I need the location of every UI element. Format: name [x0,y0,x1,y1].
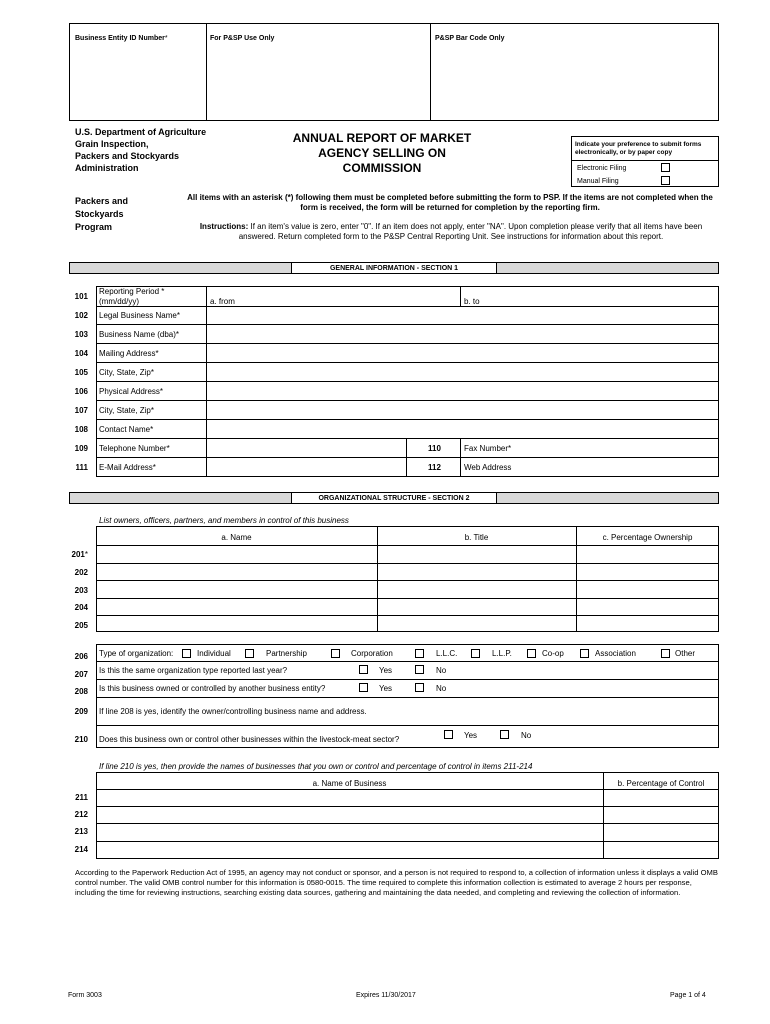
city-state-zip-2-label: City, State, Zip* [99,406,154,415]
partnership-checkbox[interactable] [245,649,254,658]
q210-no-checkbox[interactable] [500,730,509,739]
coop-checkbox[interactable] [527,649,536,658]
email-label: E-Mail Address* [99,463,156,472]
electronic-filing-label: Electronic Filing [577,165,627,172]
line-106: 106 [74,387,88,396]
line-207: 207 [74,670,88,679]
q207-yes-checkbox[interactable] [359,665,368,674]
llc-checkbox[interactable] [415,649,424,658]
expiration-date: Expires 11/30/2017 [356,992,416,999]
note-210: If line 210 is yes, then provide the names of businesses that you own or control and percentage of control in items 211-214 [99,762,533,771]
page-title: ANNUAL REPORT OF MARKET AGENCY SELLING ON COMMISSION [292,131,472,175]
section2-header-bar [69,492,719,504]
entity-id-label: Business Entity ID Number* [75,35,168,42]
coop-label: Co-op [542,649,564,658]
line-201: 201* [71,550,88,559]
program-block: Packers and Stockyards Program [75,196,129,232]
association-checkbox[interactable] [580,649,589,658]
llp-checkbox[interactable] [471,649,480,658]
instructions-text: Instructions: If an item's value is zero, enter "0". If an item does not apply, enter "NA". Upon completion please verify that all items have been answered. Return completed form to the P&SP Central Reporting Unit. See instructions for information about this report. [199,222,703,241]
line-211: 211 [75,793,88,802]
line-111: 111 [75,463,88,472]
col-business-name: a. Name of Business [312,779,387,788]
asterisk-notice: All items with an asterisk (*) following them must be completed before submitting the form to PSP. If the items are not completed when the form is received, the form will be returned for completion by the reporting firm. [187,193,713,212]
electronic-filing-checkbox[interactable] [661,163,670,172]
owners-note: List owners, officers, partners, and members in control of this business [99,516,349,525]
q208-no-label: No [436,684,447,693]
line-102: 102 [74,311,88,320]
line-209: 209 [74,707,88,716]
line-204: 204 [74,603,88,612]
line-212: 212 [74,810,88,819]
q210-yes-checkbox[interactable] [444,730,453,739]
line-101: 101 [74,292,88,301]
org-type-block [96,644,719,748]
llc-label: L.L.C. [436,649,458,658]
agency-block: U.S. Department of Agriculture Grain Inspection, Packers and Stockyards Administration [75,127,207,173]
psp-use-label: For P&SP Use Only [210,35,275,42]
web-label: Web Address [464,463,512,472]
q207-yes-label: Yes [379,666,393,675]
mailing-address-label: Mailing Address* [99,349,159,358]
q208-yes-checkbox[interactable] [359,683,368,692]
line-210: 210 [74,735,88,744]
city-state-zip-label: City, State, Zip* [99,368,154,377]
fax-label: Fax Number* [464,444,512,453]
q210-label: Does this business own or control other businesses within the livestock-meat sector? [99,735,400,744]
physical-address-label: Physical Address* [99,387,164,396]
q207-label: Is this the same organization type reported last year? [99,666,288,675]
to-label: b. to [464,297,480,306]
dba-label: Business Name (dba)* [99,330,180,339]
other-label: Other [675,649,696,658]
individual-label: Individual [197,649,231,658]
section1-header: GENERAL INFORMATION - SECTION 1 [291,263,497,273]
col-percentage: c. Percentage Ownership [602,533,693,542]
llp-label: L.L.P. [492,649,512,658]
q210-yes-label: Yes [464,731,478,740]
bar-code-label: P&SP Bar Code Only [435,35,505,42]
manual-filing-label: Manual Filing [577,178,619,185]
col-control-pct: b. Percentage of Control [617,779,705,788]
other-checkbox[interactable] [661,649,670,658]
contact-name-label: Contact Name* [99,425,154,434]
manual-filing-checkbox[interactable] [661,176,670,185]
line-112: 112 [428,463,441,472]
line-206: 206 [74,652,88,661]
individual-checkbox[interactable] [182,649,191,658]
q207-no-checkbox[interactable] [415,665,424,674]
q208-yes-label: Yes [379,684,393,693]
org-type-label: Type of organization: [99,649,174,658]
partnership-label: Partnership [266,649,307,658]
q208-no-checkbox[interactable] [415,683,424,692]
line-110: 110 [428,444,441,453]
paperwork-notice: According to the Paperwork Reduction Act of 1995, an agency may not conduct or sponsor, and a person is not required to respond to, a collection of information unless it displays a valid OMB control number. The valid OMB control number for this information is 0580-0015. The time required to complete this information collection is estimated to average 2 hours per response, including the time for reviewing instructions, searching existing data sources, gathering and maintaining the data needed, and completing and reviewing the collection of information. [75,868,718,897]
line-202: 202 [74,568,88,577]
line-208: 208 [74,687,88,696]
form-number: Form 3003 [68,992,102,999]
legal-name-label: Legal Business Name* [99,311,180,320]
reporting-period-label: Reporting Period * (mm/dd/yy) [99,287,165,306]
line-203: 203 [74,586,88,595]
filing-header: Indicate your preference to submit forms electronically, or by paper copy [575,141,702,156]
line-103: 103 [74,330,88,339]
line-107: 107 [74,406,88,415]
q207-no-label: No [436,666,447,675]
section2-header: ORGANIZATIONAL STRUCTURE - SECTION 2 [291,493,497,503]
line-104: 104 [74,349,88,358]
line-205: 205 [74,621,88,630]
association-label: Association [595,649,636,658]
line-214: 214 [74,845,88,854]
telephone-label: Telephone Number* [99,444,170,453]
q208-label: Is this business owned or controlled by another business entity? [99,684,326,693]
line-213: 213 [74,827,88,836]
page-number: Page 1 of 4 [670,992,706,999]
line-109: 109 [74,444,88,453]
col-title: b. Title [464,533,489,542]
section1-header-bar [69,262,719,274]
col-name: a. Name [221,533,252,542]
corporation-checkbox[interactable] [331,649,340,658]
corporation-label: Corporation [351,649,393,658]
q210-no-label: No [521,731,532,740]
line-108: 108 [74,425,88,434]
q209-label: If line 208 is yes, identify the owner/controlling business name and address. [99,707,367,716]
from-label: a. from [210,297,235,306]
line-105: 105 [74,368,88,377]
